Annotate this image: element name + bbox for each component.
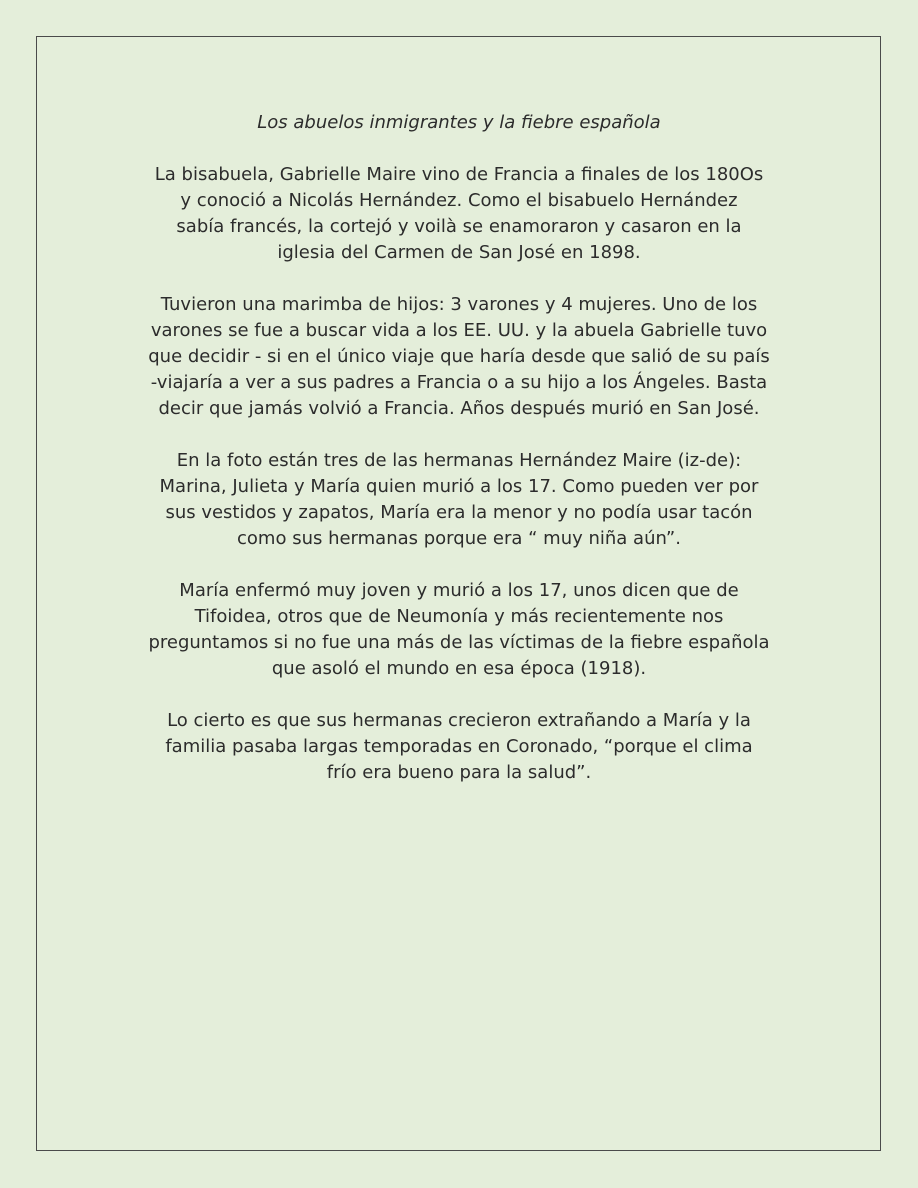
text-line: La bisabuela, Gabrielle Maire vino de Francia a finales de los 180Os xyxy=(154,164,764,185)
text-line: decir que jamás volvió a Francia. Años después murió en San José. xyxy=(158,398,760,419)
paragraph-photo xyxy=(92,448,826,552)
text-line: -viajaría a ver a sus padres a Francia o a su hijo a los Ángeles. Basta xyxy=(150,372,768,393)
paragraph-closing xyxy=(92,708,826,786)
text-line: Marina, Julieta y María quien murió a los 17. Como pueden ver por xyxy=(159,476,759,497)
text-line: iglesia del Carmen de San José en 1898. xyxy=(277,242,641,263)
text-line: En la foto están tres de las hermanas Hernández Maire (iz-de): xyxy=(176,450,742,471)
text-line: que asoló el mundo en esa época (1918). xyxy=(271,658,647,679)
text-line: sus vestidos y zapatos, María era la menor y no podía usar tacón xyxy=(165,502,753,523)
text-line: y conoció a Nicolás Hernández. Como el bisabuelo Hernández xyxy=(180,190,738,211)
paragraph-illness xyxy=(92,578,826,682)
paragraph-children xyxy=(92,292,826,422)
text-line: familia pasaba largas temporadas en Coronado, “porque el clima xyxy=(165,736,753,757)
text-line: sabía francés, la cortejó y voilà se enamoraron y casaron en la xyxy=(176,216,742,237)
text-line: preguntamos si no fue una más de las víctimas de la fiebre española xyxy=(148,632,770,653)
text-line: Tifoidea, otros que de Neumonía y más recientemente nos xyxy=(194,606,724,627)
text-line: frío era bueno para la salud”. xyxy=(326,762,592,783)
text-line: Tuvieron una marimba de hijos: 3 varones y 4 mujeres. Uno de los xyxy=(160,294,758,315)
text-line: varones se fue a buscar vida a los EE. UU. y la abuela Gabrielle tuvo xyxy=(150,320,768,341)
document-body xyxy=(92,110,826,812)
text-line: María enfermó muy joven y murió a los 17, unos dicen que de xyxy=(179,580,739,601)
paragraph-origins xyxy=(92,162,826,266)
text-line: como sus hermanas porque era “ muy niña aún”. xyxy=(237,528,681,549)
text-line: Lo cierto es que sus hermanas crecieron extrañando a María y la xyxy=(167,710,751,731)
text-line: que decidir - si en el único viaje que haría desde que salió de su país xyxy=(148,346,770,367)
document-title: Los abuelos inmigrantes y la fiebre española xyxy=(257,112,661,133)
